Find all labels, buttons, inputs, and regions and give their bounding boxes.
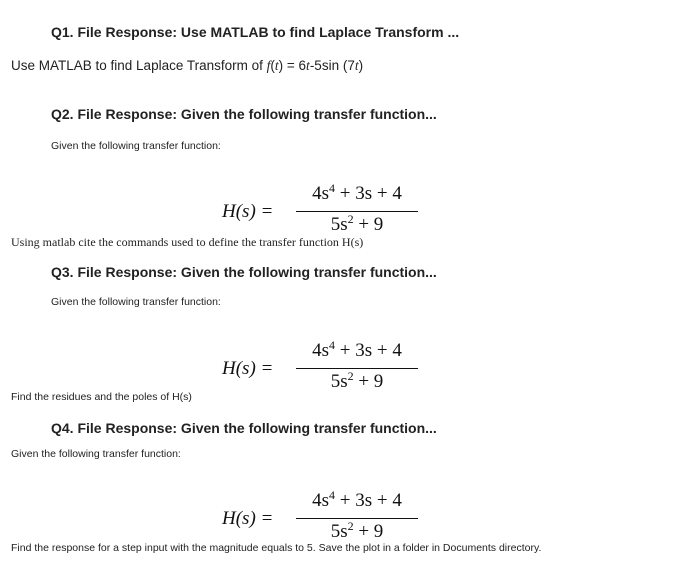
q1-var: t <box>274 58 279 73</box>
q3-title: Q3. File Response: Given the following transfer function... <box>51 264 437 280</box>
fraction-bar <box>296 368 418 369</box>
q3-question: Find the residues and the poles of H(s) <box>11 391 192 403</box>
q1-mid: -5sin (7 <box>309 58 355 73</box>
equation-lhs: H(s) = <box>222 508 274 529</box>
fraction-bar <box>296 518 418 519</box>
equation-denominator: $5s^2 + 9$ <box>330 212 384 235</box>
equation-numerator: $4s^4 + 3s + 4$ <box>312 338 402 361</box>
q3-intro: Given the following transfer function: <box>51 296 221 308</box>
q4-title: Q4. File Response: Given the following transfer function... <box>51 420 437 436</box>
q1-t2: t <box>306 58 310 73</box>
q1-title: Q1. File Response: Use MATLAB to find Laplace Transform ... <box>51 24 460 40</box>
q3-transfer-function <box>222 340 442 402</box>
equation-lhs: H(s) = <box>222 358 274 379</box>
equation-numerator: $4s^4 + 3s + 4$ <box>312 488 402 511</box>
equation-denominator: $5s^2 + 9$ <box>330 369 384 392</box>
q4-question: Find the response for a step input with the magnitude equals to 5. Save the plot in a folder in Documents directory. <box>11 542 542 554</box>
q2-question: Using matlab cite the commands used to define the transfer function H(s) <box>11 235 364 249</box>
equation-numerator: $4s^4 + 3s + 4$ <box>312 181 402 204</box>
q1-end: ) <box>358 58 364 73</box>
equation-lhs: H(s) = <box>222 201 274 222</box>
q1-t3: t <box>354 58 359 73</box>
q1-text <box>11 58 363 74</box>
q1-paren-close: ) = 6 <box>278 58 307 73</box>
q1-func: f <box>266 58 271 73</box>
q2-title: Q2. File Response: Given the following transfer function... <box>51 106 437 122</box>
q4-intro: Given the following transfer function: <box>11 448 181 460</box>
q2-intro: Given the following transfer function: <box>51 140 221 152</box>
fraction-bar <box>296 211 418 212</box>
equation-denominator: $5s^2 + 9$ <box>330 519 384 542</box>
q1-text-prefix: Use MATLAB to find Laplace Transform of <box>11 58 267 73</box>
q1-paren-open: ( <box>270 58 275 73</box>
